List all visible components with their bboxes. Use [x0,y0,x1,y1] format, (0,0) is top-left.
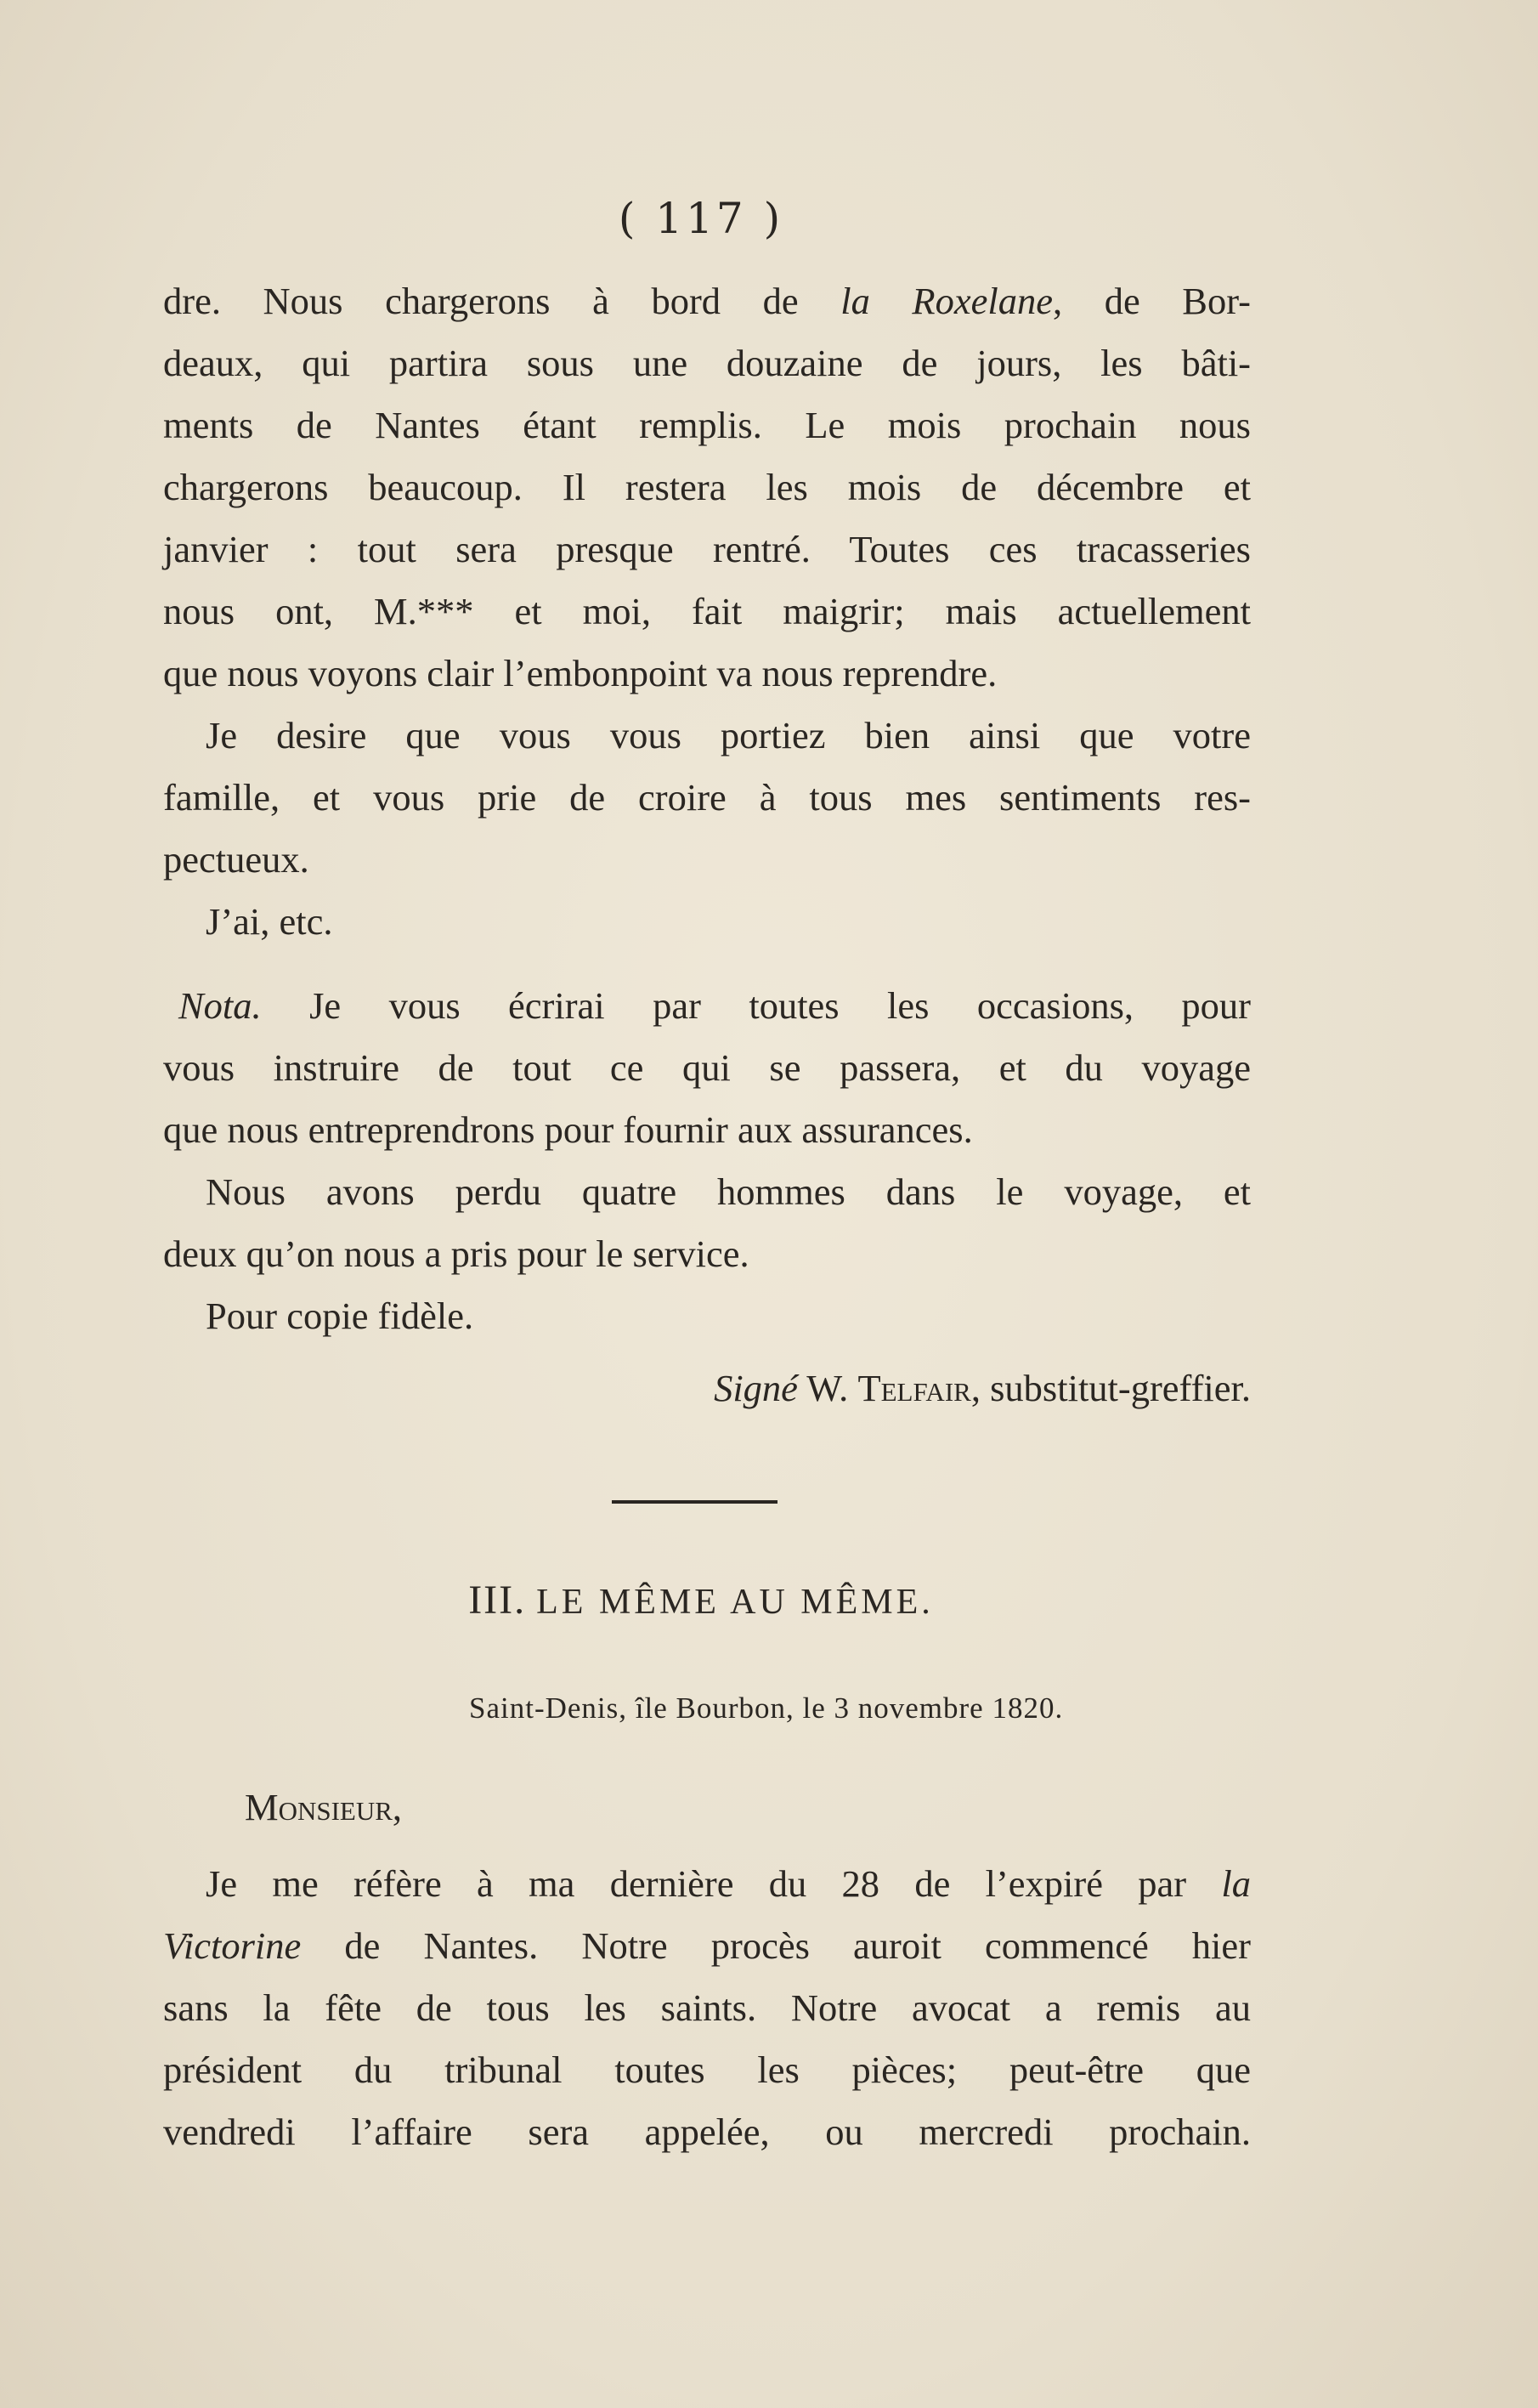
line-text: dre. Nous chargerons à bord de [163,280,841,322]
signature-line [163,1357,1251,1419]
line-text: ments de Nantes étant remplis. Le mois prochain nous [163,404,1251,446]
text-line [163,1977,1251,2039]
letter-body [163,270,1251,953]
page-number: ( 117 ) [618,194,784,243]
line-text: de Nantes. Notre procès auroit commencé hier [301,1924,1251,1967]
italic-text: la [1221,1862,1251,1905]
section-title: LE MÊME AU MÊME. [536,1583,934,1622]
line-text: famille, et vous prie de croire à tous mes sentiments res- [163,776,1251,819]
line-text: Je desire que vous vous portiez bien ainsi que votre [206,714,1251,756]
line-text: que nous entreprendrons pour fournir aux assurances. [163,1108,973,1151]
text-line [163,767,1251,829]
text-line [163,1161,1251,1223]
nota-paragraph [163,975,1251,1347]
letter-body [163,1853,1251,2163]
signature-title: , substitut-greffier. [970,1367,1251,1409]
section-heading [0,1577,1402,1623]
text-line [163,829,1251,891]
italic-text: la Roxelane [840,280,1053,322]
line-text: que nous voyons clair l’embonpoint va nous reprendre. [163,652,998,694]
letter-ending [163,270,1251,1419]
line-text: deaux, qui partira sous une douzaine de jours, les bâti- [163,342,1251,384]
signe-label: Signé [714,1367,798,1409]
section-number: III. [468,1578,527,1623]
line-text: janvier : tout sera presque rentré. Toutes ces tracasseries [163,528,1251,570]
line-text: J’ai, etc. [206,900,333,943]
line-text: Nous avons perdu quatre hommes dans le voyage, et [206,1170,1251,1213]
line-text: vendredi l’affaire sera appelée, ou mercredi prochain. [163,2111,1251,2153]
line-text: président du tribunal toutes les pièces; peut-être que [163,2048,1251,2091]
section-divider [612,1500,777,1504]
text-line [163,1915,1251,1977]
line-text: Je vous écrirai par toutes les occasions, pour [261,984,1251,1027]
text-line [163,518,1251,581]
letter-opening [163,1853,1251,2163]
line-text: pectueux. [163,838,309,881]
text-line [163,1223,1251,1285]
letter-salutation: Monsieur, [245,1786,403,1828]
signature-name: Telfair [857,1367,971,1409]
line-text: Je me réfère à ma dernière du 28 de l’expiré par [206,1862,1222,1905]
text-line [163,1099,1251,1161]
text-line [163,581,1251,643]
text-line [163,394,1251,456]
text-line [163,1285,1251,1347]
line-text: deux qu’on nous a pris pour le service. [163,1232,749,1275]
text-line [163,2101,1251,2163]
line-text: sans la fête de tous les saints. Notre avocat a remis au [163,1986,1251,2029]
text-line [163,975,1251,1037]
line-text: chargerons beaucoup. Il restera les mois de décembre et [163,466,1251,508]
text-line [163,1853,1251,1915]
letter-dateline: Saint-Denis, île Bourbon, le 3 novembre 1820. [469,1691,1064,1725]
italic-text: Nota. [178,984,262,1027]
text-line [163,1037,1251,1099]
line-text: nous ont, M.*** et moi, fait maigrir; mais actuellement [163,590,1251,632]
text-line [163,705,1251,767]
text-line [163,456,1251,518]
text-line [163,643,1251,705]
text-line [163,332,1251,394]
text-line [163,270,1251,332]
line-text: Pour copie fidèle. [206,1295,474,1337]
italic-text: Victorine [163,1924,302,1967]
text-line [163,891,1251,953]
text-line [163,2039,1251,2101]
signature-initial: W. [806,1367,849,1409]
line-text: , de Bor- [1052,280,1251,322]
line-text: vous instruire de tout ce qui se passera, et du voyage [163,1046,1251,1089]
